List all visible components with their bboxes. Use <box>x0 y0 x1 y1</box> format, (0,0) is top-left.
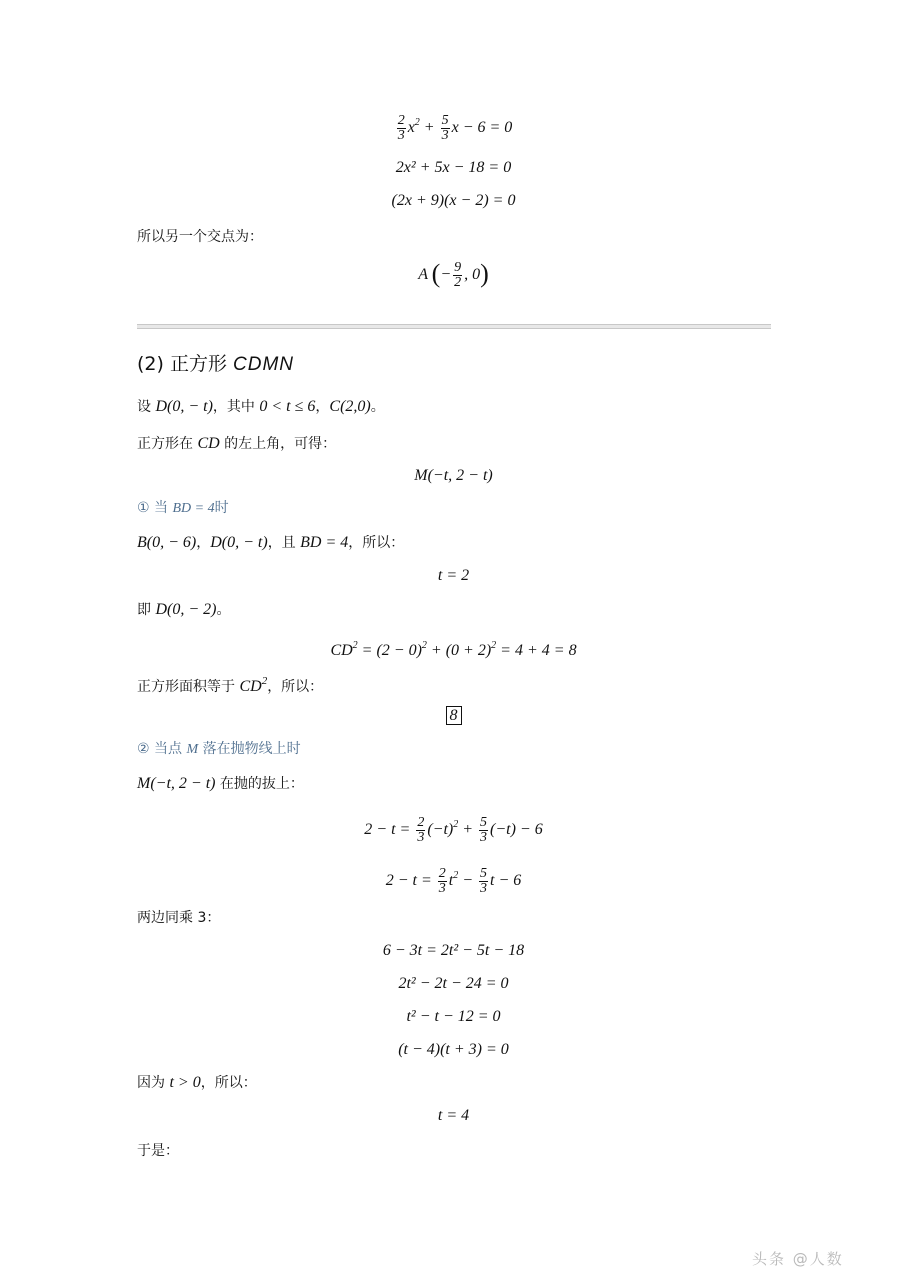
coordinate-tail: , 0 <box>464 266 481 284</box>
equation-quadratic-fraction <box>0 113 907 143</box>
exponent: 2 <box>261 675 268 687</box>
variable: x <box>407 119 415 136</box>
math: 2 − t = <box>364 821 415 838</box>
denominator: 3 <box>480 880 488 896</box>
case1-answer <box>0 706 907 726</box>
case2-simplified-equation <box>0 866 907 896</box>
case2-equation-4: 2t² − 2t − 24 = 0 <box>398 975 509 992</box>
section-divider <box>137 324 771 329</box>
setup-line <box>137 397 385 417</box>
m-point-equation: M(−t, 2 − t) <box>414 467 493 484</box>
fraction <box>479 867 488 896</box>
case2-because-line <box>137 1073 257 1093</box>
denominator: 3 <box>397 127 405 143</box>
math: C(2,0) <box>329 398 371 415</box>
minus-sign: − <box>440 266 452 284</box>
denominator: 3 <box>417 829 425 845</box>
math: BD = 4 <box>300 534 349 551</box>
section-heading <box>137 351 294 378</box>
exponent: 2 <box>421 640 427 651</box>
boxed-answer: 8 <box>446 706 462 725</box>
case2-t-value: t = 4 <box>437 1107 470 1124</box>
math: = 4 + 4 = 8 <box>496 642 577 659</box>
case1-cd-equation <box>0 636 907 661</box>
numerator: 5 <box>480 814 488 830</box>
text: ，所以： <box>267 679 324 695</box>
math: M <box>186 742 199 757</box>
denominator: 2 <box>454 275 462 290</box>
text: 落在抛物线上时 <box>198 741 301 757</box>
text: ，所以： <box>200 1075 257 1091</box>
exponent: 2 <box>453 819 459 830</box>
case2-multiply-line: 两边同乘 3： <box>137 910 221 926</box>
math: = (2 − 0) <box>357 642 422 659</box>
text: ① 当 <box>137 500 173 516</box>
math: (−t) <box>427 821 454 838</box>
case1-d-line <box>137 600 230 620</box>
text: 在抛的抜上： <box>215 776 304 792</box>
equation-factored: (2x + 9)(x − 2) = 0 <box>391 192 516 209</box>
numerator: 5 <box>441 112 449 128</box>
intersection-text: 所以另一个交点为： <box>137 229 263 245</box>
exponent: 2 <box>414 117 420 128</box>
right-paren: ) <box>480 259 489 289</box>
fraction <box>479 816 488 845</box>
text: 时 <box>214 500 229 516</box>
case2-equation-3: 6 − 3t = 2t² − 5t − 18 <box>382 942 525 959</box>
math: CD <box>239 678 262 695</box>
numerator: 5 <box>480 865 488 881</box>
math: 2 − t = <box>385 872 436 889</box>
section-shape-name: CDMN <box>233 354 295 375</box>
section-title: 正方形 <box>169 353 227 375</box>
numerator: 2 <box>438 865 446 881</box>
therefore-line: 于是： <box>137 1143 179 1159</box>
math: t > 0 <box>169 1074 201 1091</box>
fraction <box>416 816 425 845</box>
operator: + <box>458 821 478 838</box>
exponent: 2 <box>352 640 358 651</box>
math: D(0, − t) <box>210 534 268 551</box>
point-a-equation <box>0 261 907 290</box>
math: CD <box>330 642 353 659</box>
math: t − 6 <box>490 872 522 889</box>
operator: − <box>458 872 478 889</box>
text: ， <box>196 535 211 551</box>
text: ， <box>315 399 330 415</box>
fraction <box>438 867 447 896</box>
text: ，其中 <box>212 399 260 415</box>
case1-label <box>137 498 229 519</box>
text: 正方形面积等于 <box>137 679 240 695</box>
case2-label <box>137 739 301 760</box>
math: CD <box>197 435 220 452</box>
math: 0 < t ≤ 6 <box>259 398 316 415</box>
numerator: 2 <box>397 112 405 128</box>
math: B(0, − 6) <box>137 534 197 551</box>
denominator: 3 <box>441 127 449 143</box>
equation-rest: x − 6 = 0 <box>451 119 513 136</box>
math: D(0, − t) <box>155 398 213 415</box>
numerator: 2 <box>417 814 425 830</box>
denominator: 3 <box>480 829 488 845</box>
point-label: A <box>418 266 428 284</box>
fraction <box>397 114 406 143</box>
text: 的左上角，可得： <box>219 436 337 452</box>
math: M(−t, 2 − t) <box>137 775 216 792</box>
left-paren: ( <box>431 259 441 289</box>
text: 设 <box>137 399 156 415</box>
case2-equation-6: (t − 4)(t + 3) = 0 <box>398 1041 509 1058</box>
text: 正方形在 <box>137 436 198 452</box>
math: + (0 + 2) <box>426 642 492 659</box>
exponent: 2 <box>491 640 497 651</box>
fraction <box>441 114 450 143</box>
watermark: 头条 @人数 <box>752 1250 844 1268</box>
math: t <box>448 872 454 889</box>
text: ，且 <box>267 535 301 551</box>
text: ，所以： <box>348 535 405 551</box>
position-line <box>137 434 336 454</box>
text: 。 <box>370 399 385 415</box>
numerator: 9 <box>454 260 462 275</box>
operator: + <box>419 119 439 136</box>
text: 。 <box>216 602 231 618</box>
case1-line <box>137 533 404 553</box>
math: D(0, − 2) <box>155 601 217 618</box>
denominator: 3 <box>438 880 446 896</box>
text: 即 <box>137 602 156 618</box>
case1-area-line <box>137 671 323 697</box>
math: (−t) − 6 <box>490 821 543 838</box>
math: BD = 4 <box>172 501 215 516</box>
text: ② 当点 <box>137 741 187 757</box>
text: 因为 <box>137 1075 170 1091</box>
section-number: (2) <box>137 353 164 375</box>
exponent: 2 <box>453 870 459 881</box>
fraction <box>453 261 462 290</box>
case1-t-value: t = 2 <box>437 567 470 584</box>
equation-integer-form: 2x² + 5x − 18 = 0 <box>395 159 512 176</box>
case2-equation-5: t² − t − 12 = 0 <box>406 1008 501 1025</box>
case2-substitution-equation <box>0 815 907 845</box>
case2-on-curve-line <box>137 774 304 794</box>
